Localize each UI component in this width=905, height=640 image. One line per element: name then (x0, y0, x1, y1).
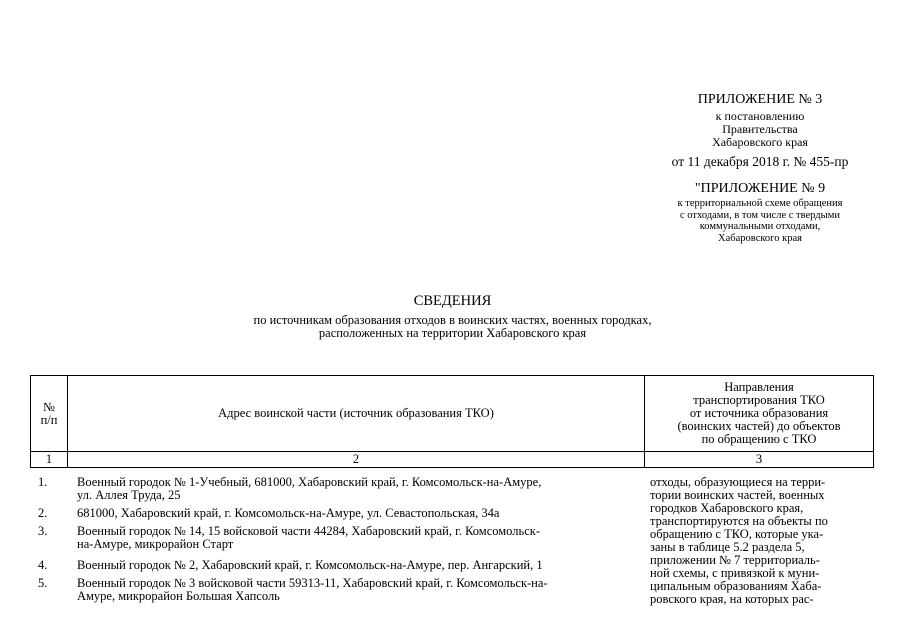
direction-text (650, 476, 872, 606)
appendix-recipient-line: Хабаровского края (712, 135, 808, 149)
table-index-row (31, 452, 874, 468)
row-number: 5. (38, 576, 48, 590)
header-direction-line: по обращению с ТКО (701, 432, 817, 446)
row-address-line: на-Амуре, микрорайон Старт (77, 537, 234, 551)
sub-appendix-title: "ПРИЛОЖЕНИЕ № 9 (694, 181, 826, 196)
header-number-line: п/п (40, 412, 58, 427)
sub-appendix-line: коммунальными отходами, (699, 221, 821, 232)
header-number-line: № (43, 399, 55, 414)
document-subtitle (0, 314, 905, 340)
header-direction (645, 376, 874, 452)
direction-text-line: заны в таблице 5.2 раздела 5, (650, 540, 805, 554)
header-direction-line: Направления (724, 380, 794, 394)
row-number: 1. (38, 475, 48, 489)
header-number (31, 376, 68, 452)
row-address-line: Военный городок № 14, 15 войсковой части 44284, Хабаровский край, г. Комсомольск- (77, 524, 540, 538)
header-direction-line: от источника образования (689, 406, 829, 420)
direction-text-line: ной схемы, с привязкой к муни- (650, 566, 820, 580)
appendix-date: от 11 декабря 2018 г. № 455-пр (671, 154, 849, 169)
header-address: Адрес воинской части (источник образования ТКО) (68, 376, 645, 452)
index-cell: 3 (645, 452, 874, 468)
sub-appendix-line: с отходами, в том числе с твердыми (680, 209, 840, 221)
header-direction-line: (воинских частей) до объектов (677, 419, 841, 433)
document-title: СВЕДЕНИЯ (413, 293, 492, 309)
direction-text-line: обращению с ТКО, которые ука- (650, 527, 824, 541)
row-address-line: 681000, Хабаровский край, г. Комсомольск-на-Амуре, ул. Севастопольская, 34а (77, 506, 500, 520)
direction-text-line: отходы, образующиеся на терри- (650, 475, 826, 489)
document-subtitle-line: расположенных на территории Хабаровского края (318, 326, 587, 340)
header-direction-line: транспортирования ТКО (693, 393, 825, 407)
info-table (30, 375, 874, 468)
row-number: 2. (38, 506, 48, 520)
sub-appendix-line: Хабаровского края (718, 232, 802, 244)
appendix-title: ПРИЛОЖЕНИЕ № 3 (697, 92, 823, 107)
appendix-recipient-line: к постановлению (715, 109, 805, 123)
index-cell: 1 (31, 452, 68, 468)
direction-text-line: тории воинских частей, военных (650, 488, 825, 502)
sub-appendix-description (640, 198, 880, 244)
row-number: 4. (38, 558, 48, 572)
direction-text-line: городков Хабаровского края, (650, 501, 804, 515)
document-subtitle-line: по источникам образования отходов в воинских частях, военных городках, (253, 313, 652, 327)
direction-text-line: ровского края, на которых рас- (650, 592, 814, 606)
direction-text-line: ципальным образованиям Хаба- (650, 579, 822, 593)
direction-text-line: транспортируются на объекты по (650, 514, 828, 528)
appendix-recipient-line: Правительства (722, 122, 798, 136)
row-address-line: Военный городок № 1-Учебный, 681000, Хабаровский край, г. Комсомольск-на-Амуре, (77, 475, 542, 489)
row-address-line: ул. Аллея Труда, 25 (77, 488, 181, 502)
row-address-line: Военный городок № 3 войсковой части 59313-11, Хабаровский край, г. Комсомольск-на- (77, 576, 548, 590)
index-cell: 2 (68, 452, 645, 468)
row-address-line: Амуре, микрорайон Большая Хапсоль (77, 589, 280, 603)
direction-text-line: приложении № 7 территориаль- (650, 553, 820, 567)
row-address-line: Военный городок № 2, Хабаровский край, г. Комсомольск-на-Амуре, пер. Ангарский, 1 (77, 558, 543, 572)
row-number: 3. (38, 524, 48, 538)
table-header-row (31, 376, 874, 452)
appendix-recipient (640, 110, 880, 149)
sub-appendix-line: к территориальной схеме обращения (677, 198, 843, 209)
